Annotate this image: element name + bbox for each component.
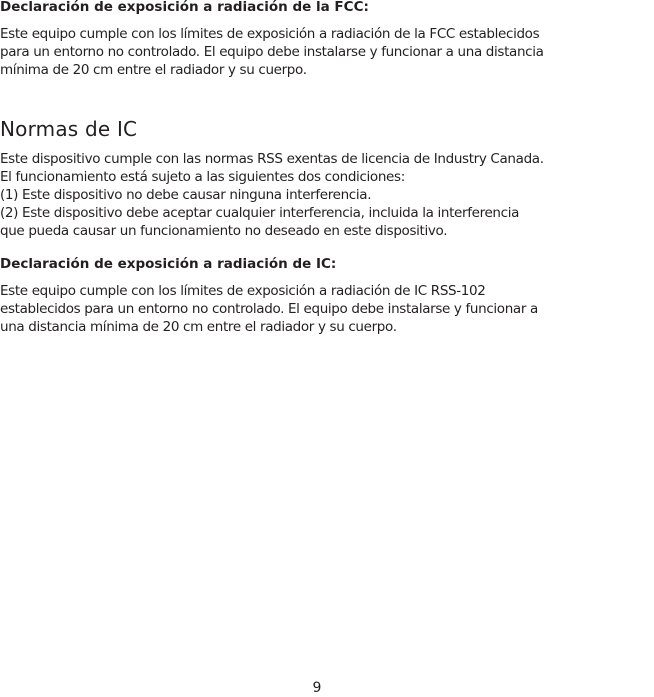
paragraph-line: establecidos para un entorno no controlado. El equipo debe instalarse y funcionar a: [0, 301, 538, 317]
paragraph-line: una distancia mínima de 20 cm entre el radiador y su cuerpo.: [0, 319, 397, 335]
paragraph-line: El funcionamiento está sujeto a las siguientes dos condiciones:: [0, 169, 405, 185]
paragraph-line: Este dispositivo cumple con las normas RSS exentas de licencia de Industry Canada.: [0, 151, 544, 167]
paragraph-line: (2) Este dispositivo debe aceptar cualquier interferencia, incluida la interferencia: [0, 205, 520, 221]
fcc-exposure-heading: Declaración de exposición a radiación de la FCC:: [0, 0, 369, 15]
paragraph-line: para un entorno no controlado. El equipo debe instalarse y funcionar a una distancia: [0, 44, 544, 60]
paragraph-line: Este equipo cumple con los límites de exposición a radiación de IC RSS-102: [0, 283, 486, 299]
paragraph-line: Este equipo cumple con los límites de exposición a radiación de la FCC establecidos: [0, 26, 540, 42]
paragraph-line: que pueda causar un funcionamiento no deseado en este dispositivo.: [0, 223, 448, 239]
ic-rules-heading: Normas de IC: [0, 117, 138, 141]
ic-exposure-paragraph: [0, 282, 538, 336]
paragraph-line: mínima de 20 cm entre el radiador y su cuerpo.: [0, 62, 307, 78]
paragraph-line: (1) Este dispositivo no debe causar ninguna interferencia.: [0, 187, 372, 203]
ic-rules-paragraph: [0, 150, 544, 240]
ic-exposure-heading: Declaración de exposición a radiación de IC:: [0, 256, 337, 272]
fcc-exposure-paragraph: [0, 25, 544, 79]
page-number: 9: [312, 680, 322, 696]
